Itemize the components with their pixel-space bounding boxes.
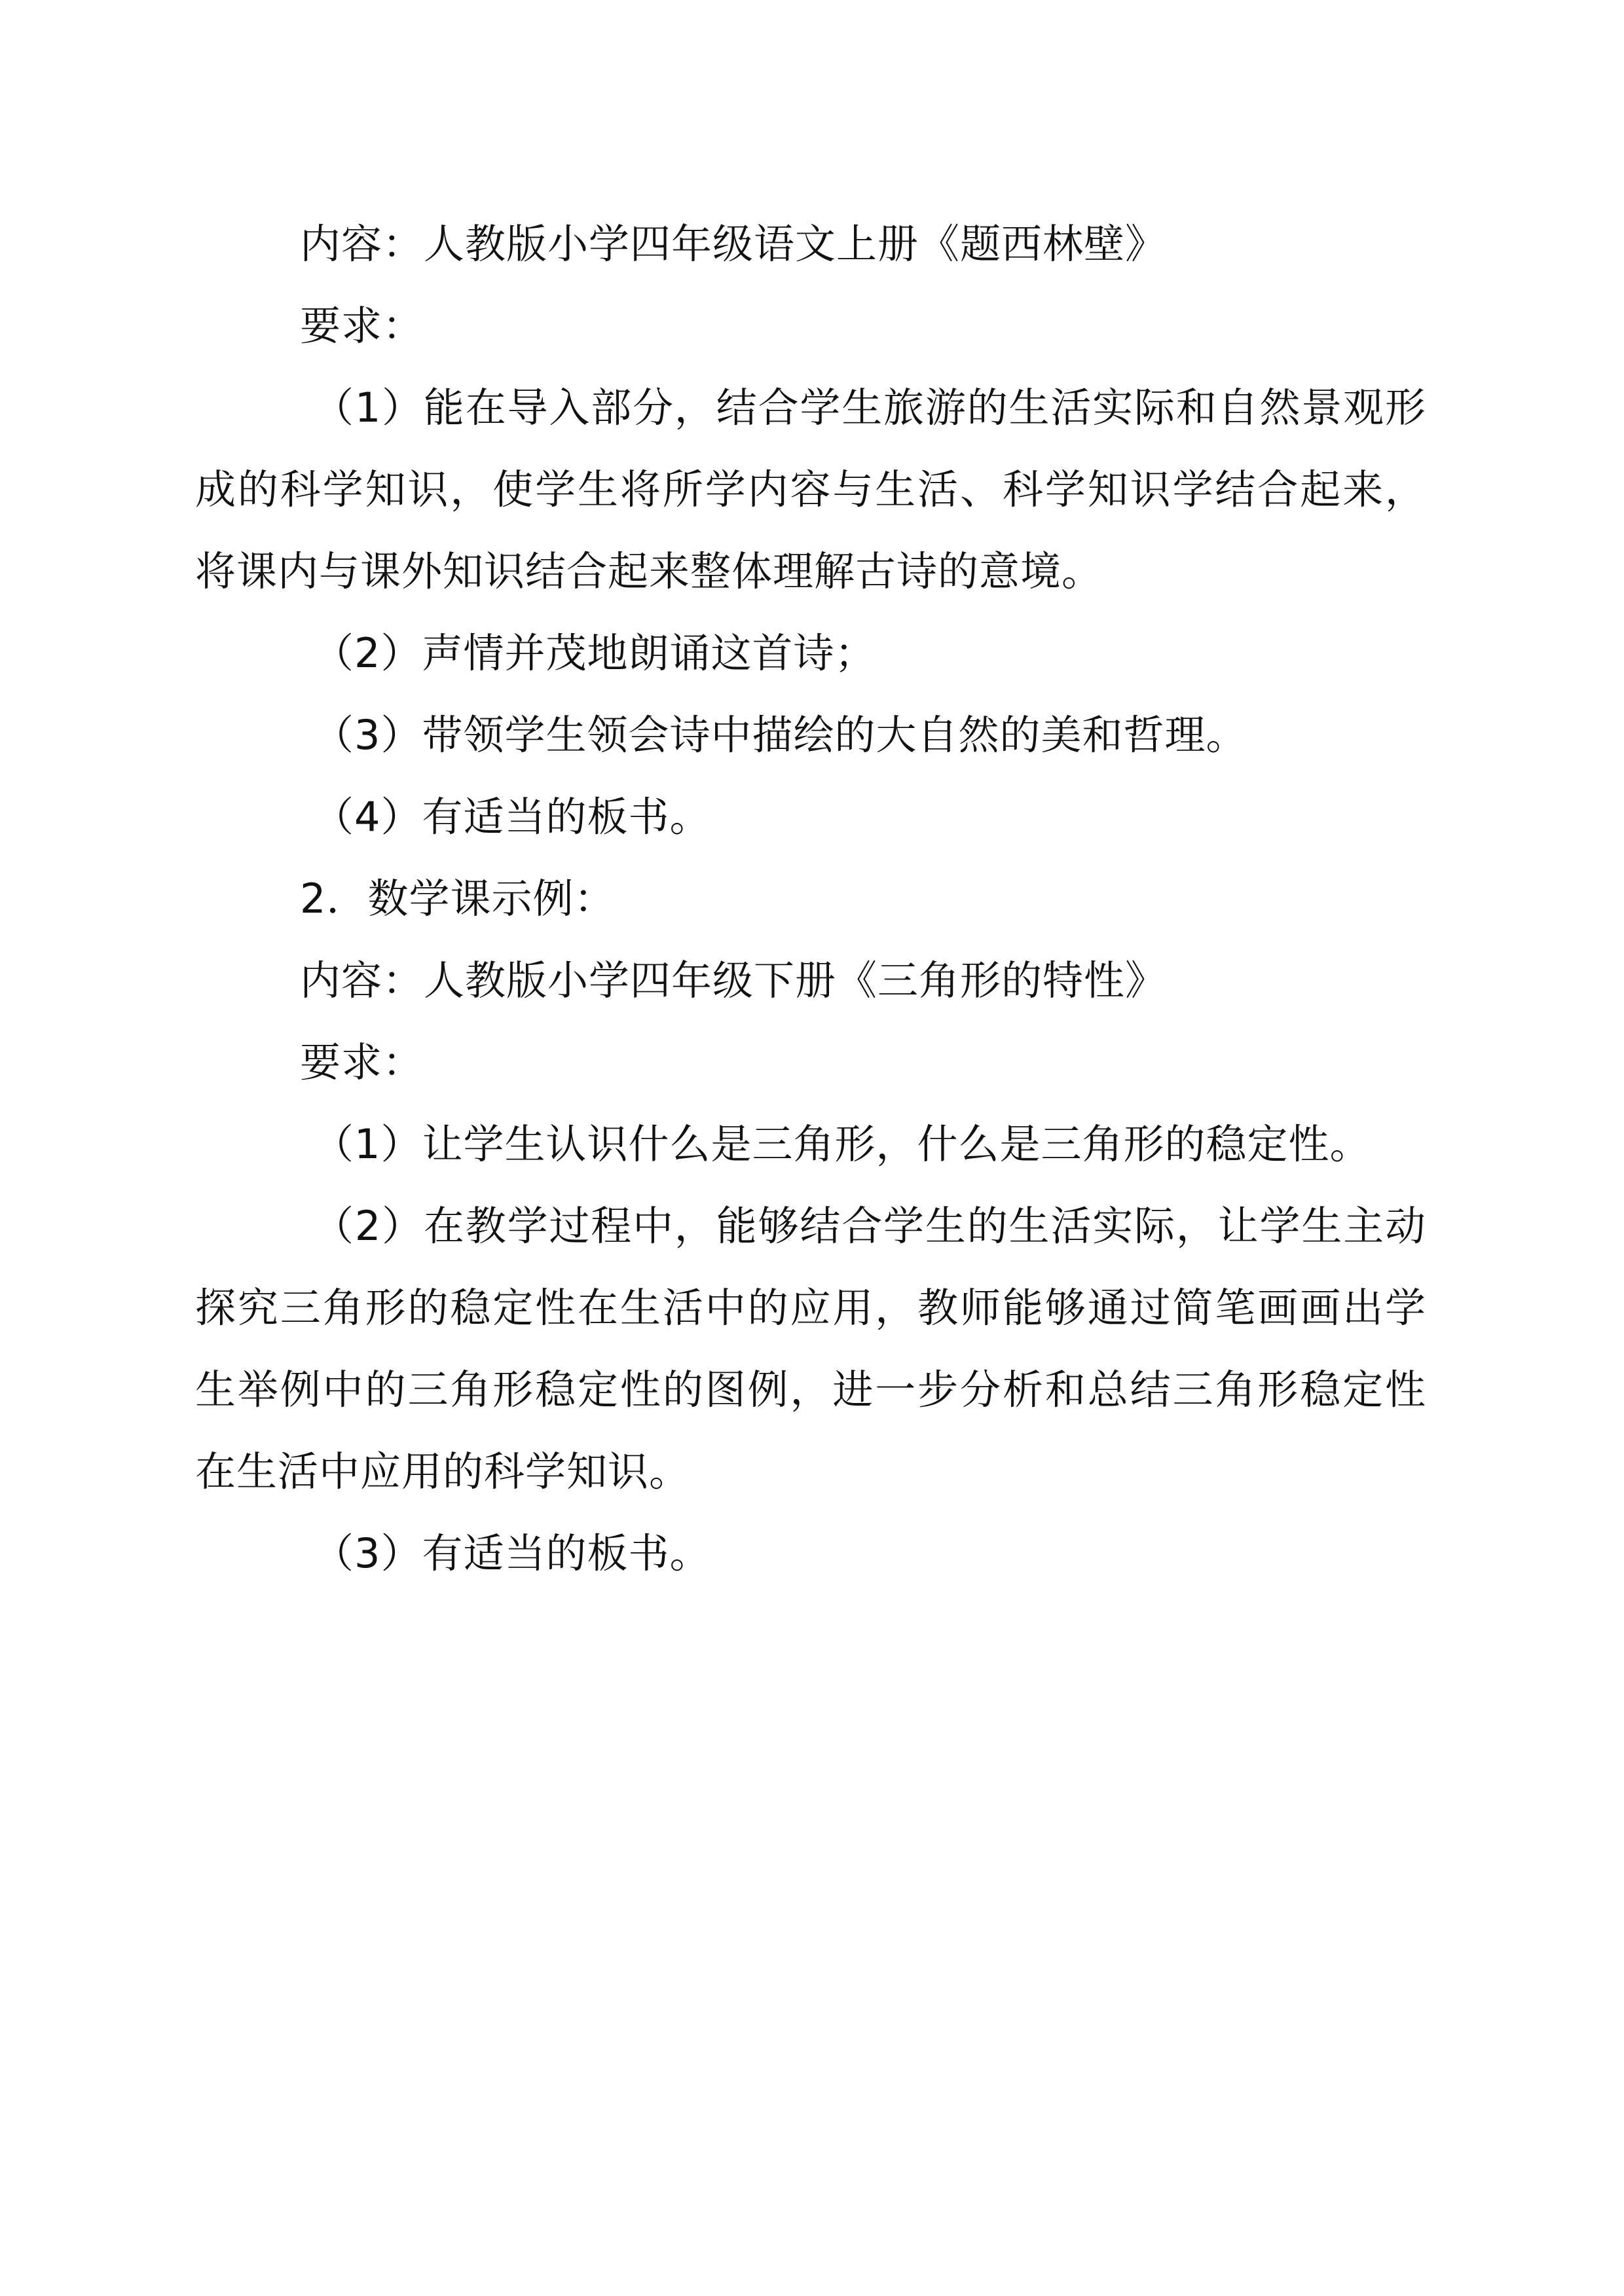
document-body [195, 203, 1426, 1594]
math-requirement-3: （3）有适当的板书。 [313, 1529, 711, 1577]
math-example-heading: 2．数学课示例： [300, 875, 616, 922]
chinese-requirement-4: （4）有适当的板书。 [313, 793, 711, 841]
chinese-requirement-1: （1）能在导入部分，结合学生旅游的生活实际和自然景观形成的科学知识，使学生将所学内容与生活、科学知识学结合起来，将课内与课外知识结合起来整体理解古诗的意境。 [195, 384, 1426, 595]
math-requirement-2: （2）在教学过程中，能够结合学生的生活实际，让学生主动探究三角形的稳定性在生活中的应用，教师能够通过简笔画画出学生举例中的三角形稳定性的图例，进一步分析和总结三角形稳定性在生活中应用的科学知识。 [195, 1202, 1426, 1495]
math-requirement-1: （1）让学生认识什么是三角形，什么是三角形的稳定性。 [313, 1120, 1371, 1168]
chinese-requirement-3: （3）带领学生领会诗中描绘的大自然的美和哲理。 [313, 711, 1247, 759]
math-requirements-label: 要求： [300, 1038, 424, 1086]
chinese-lesson-content: 内容：人教版小学四年级语文上册《题西林壁》 [300, 220, 1167, 268]
math-lesson-content: 内容：人教版小学四年级下册《三角形的特性》 [300, 957, 1167, 1004]
chinese-requirement-2: （2）声情并茂地朗诵这首诗； [313, 629, 876, 677]
chinese-requirements-label: 要求： [300, 302, 424, 350]
